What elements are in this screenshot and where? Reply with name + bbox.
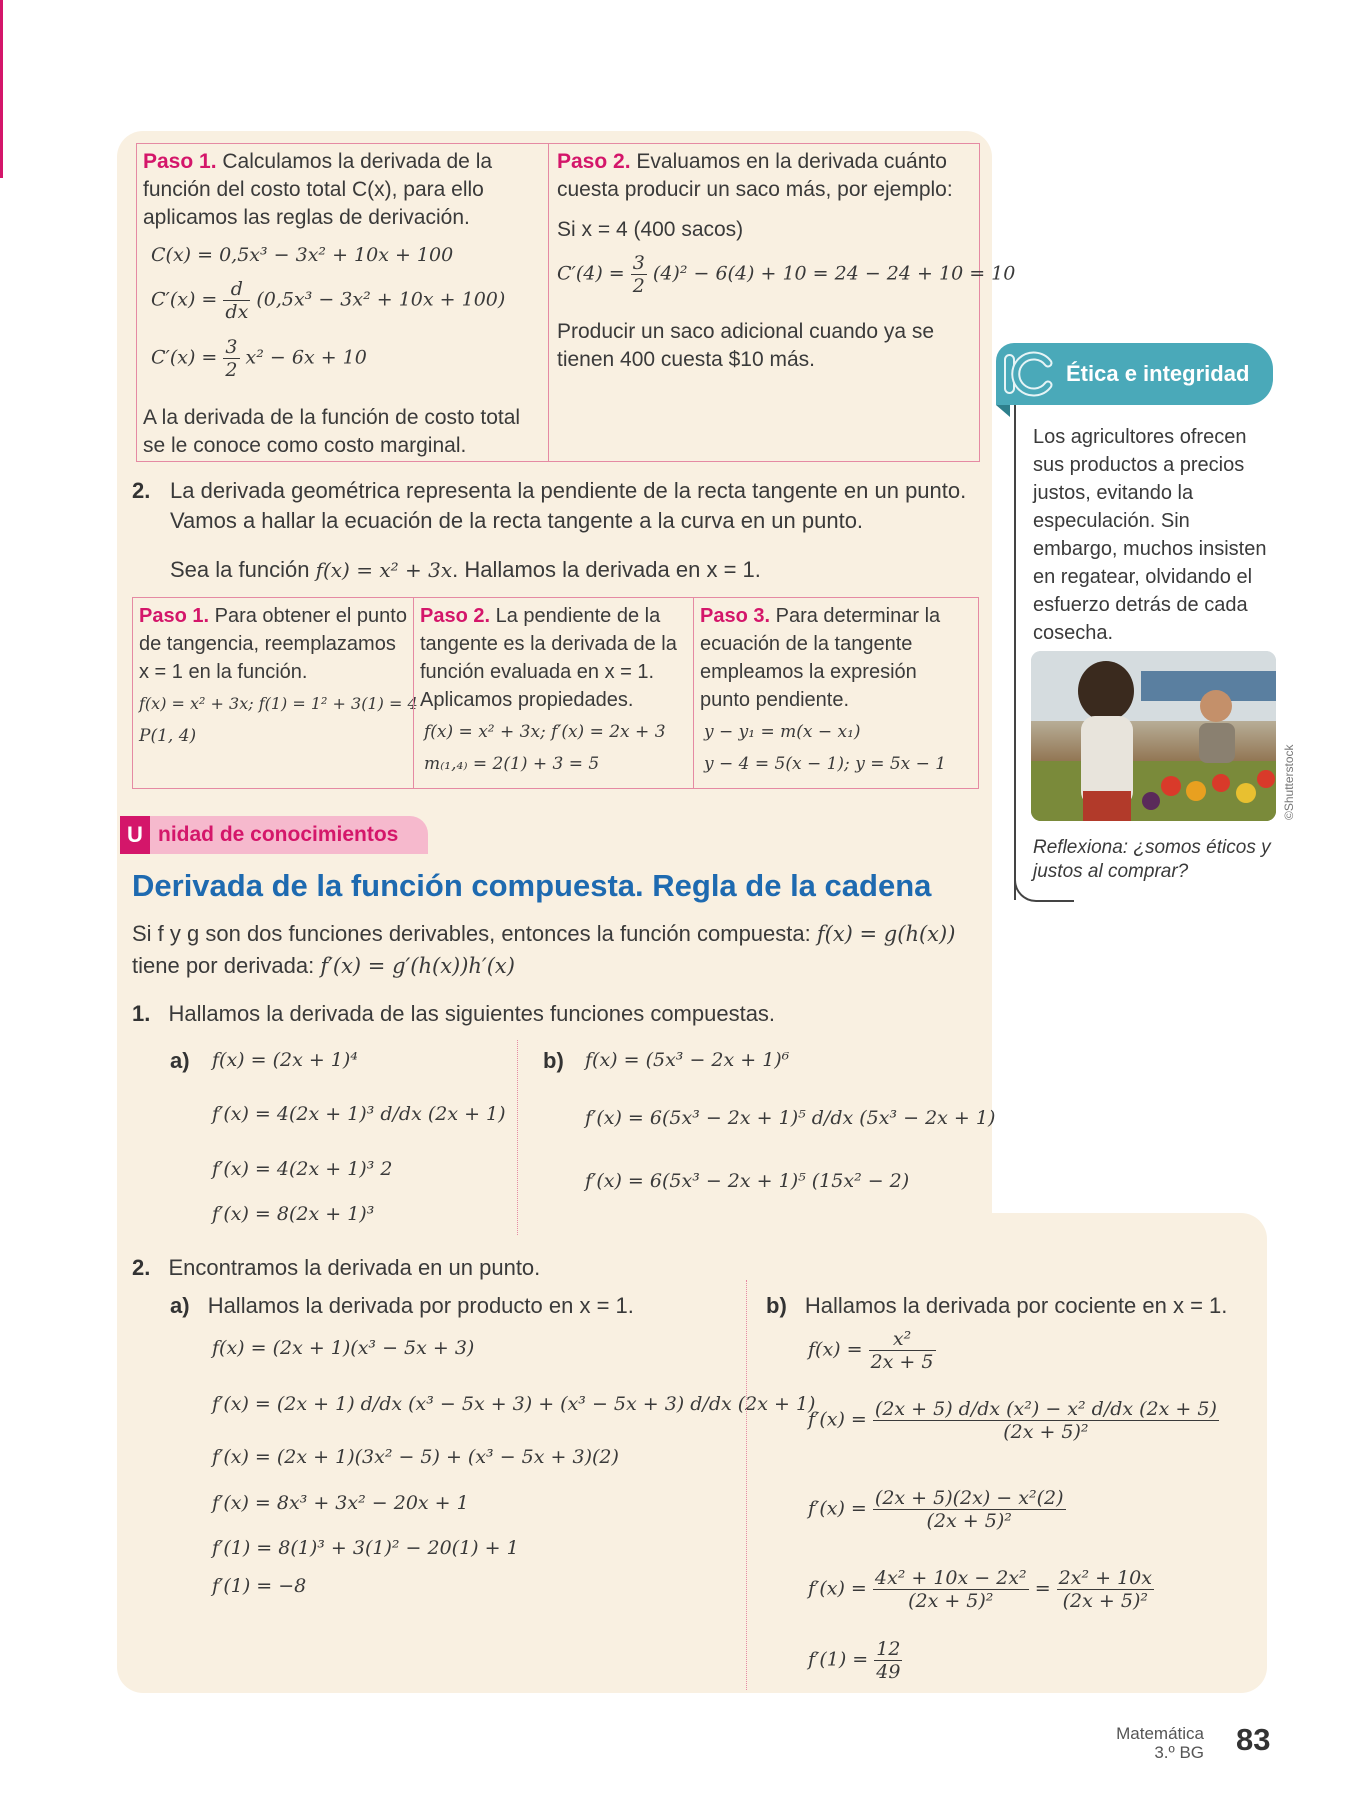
ex2a-line: f′(x) = 8x³ + 3x² − 20x + 1 (212, 1492, 469, 1514)
ex1a-line: f′(x) = 4(2x + 1)³ 2 (212, 1158, 393, 1180)
ex2b-result: f′(1) = $\frac{12}{49}$ (808, 1638, 901, 1683)
ex2a-line: f(x) = (2x + 1)(x³ − 5x + 3) (212, 1337, 475, 1359)
ex2b-line1: f(x) = $\frac{\text{x²}}{2x + 5}$ (808, 1328, 934, 1373)
tangent-steps-box (132, 597, 979, 789)
exercise2-b-heading: b) Hallamos la derivada por cociente en x = 1. (766, 1293, 1228, 1318)
step1-eq1: C(x) = 0,5x³ − 3x² + 10x + 100 (151, 244, 454, 266)
marginal-cost-note: A la derivada de la función de costo total se le conoce como costo marginal. (143, 406, 521, 457)
column-divider (517, 1040, 518, 1235)
item2-function-line: Sea la función f(x) = x² + 3x. Hallamos la derivada en x = 1. (170, 557, 761, 582)
etica-text: Los agricultores ofrecen sus productos a precios justos, evitando la especulación. Sin embargo, muchos insisten en regatear, olvidando el esfuerzo detrás de cada cosecha. (1033, 426, 1267, 644)
ic-logo-icon (1002, 349, 1054, 399)
ex1b-line: f(x) = (5x³ − 2x + 1)⁶ (585, 1049, 790, 1071)
marginal-cost-box (136, 143, 1016, 462)
ex1a-line: f(x) = (2x + 1)⁴ (212, 1049, 358, 1071)
tangent-step2-eq1: f(x) = x² + 3x; f′(x) = 2x + 3 (424, 722, 666, 742)
step2-eq: C′(4) = $\frac{3}{2}$ (4)² − 6(4) + 10 = 24 − 24 + 10 = 10 (557, 252, 1016, 297)
chain-rule-definition-line1: Si f y g son dos funciones derivables, entonces la función compuesta: f(x) = g(h(x)) (132, 921, 956, 946)
chain-rule-definition-line2: tiene por derivada: f′(x) = g′(h(x))h′(x) (132, 953, 515, 978)
ex1a-line: f′(x) = 8(2x + 1)³ (212, 1203, 375, 1225)
step1-label: Paso 1. (143, 150, 217, 173)
tangent-point: P(1, 4) (139, 726, 197, 746)
exercise1-b-label: b) (543, 1048, 564, 1073)
ex2a-line: f′(x) = (2x + 1)(3x² − 5) + (x³ − 5x + 3)(2) (212, 1446, 619, 1468)
etica-reflection: Reflexiona: ¿somos éticos y justos al comprar? (1033, 837, 1271, 882)
tangent-step3-cell: Paso 3. Para determinar la ecuación de la tangente empleamos la expresión punto pendiente. y − y₁ = m(x − x₁) y − 4 = 5(x − 1); y = 5x − 1 (693, 598, 978, 788)
exercise2-heading: 2. Encontramos la derivada en un punto. (132, 1255, 541, 1280)
exercise1-heading: 1. Hallamos la derivada de las siguientes funciones compuestas. (132, 1001, 776, 1026)
footer-subject: Matemática 3.º BG (1116, 1724, 1204, 1762)
unidad-letter: U (120, 816, 150, 854)
etica-title: Ética e integridad (1066, 361, 1250, 386)
step2-label: Paso 2. (557, 150, 631, 173)
ex2b-line2: f′(x) = $\frac{\text{(2x + 5) d/dx (x²) − x² d/dx (2x + 5)}}{\text{(2x + 5)²}}$ (808, 1398, 1217, 1443)
unidad-conocimientos-banner (120, 816, 428, 854)
item2-intro: 2. La derivada geométrica representa la pendiente de la recta tangente en un punto. Vamos a hallar la ecuación de la recta tangente a la curva en un punto. (132, 478, 967, 533)
etica-header (996, 343, 1273, 405)
column-divider (746, 1280, 747, 1690)
tangent-step1-eq1: f(x) = x² + 3x; f(1) = 1² + 3(1) = 4 (139, 694, 418, 713)
page-number: 83 (1236, 1722, 1271, 1757)
tangent-slope: m₍₁,₄₎ = 2(1) + 3 = 5 (424, 754, 600, 774)
tangent-line-equation: y − 4 = 5(x − 1); y = 5x − 1 (704, 754, 947, 774)
tangent-step1-cell: Paso 1. Para obtener el punto de tangencia, reemplazamos x = 1 en la función. f(x) = x² + 3x; f(1) = 1² + 3(1) = 4 P(1, 4) (139, 605, 418, 746)
page-edge-marker (0, 0, 3, 178)
etica-side-rule (1014, 405, 1016, 900)
ex2b-line4: f′(x) = $\frac{\text{4x² + 10x − 2x²}}{\text{(2x + 5)²}}$ = $\frac{\text{2x² + 10x}}{\text{(2x + 5)²}}$ (808, 1567, 1152, 1612)
ex2a-line: f′(1) = 8(1)³ + 3(1)² − 20(1) + 1 (212, 1537, 519, 1559)
ex1b-line: f′(x) = 6(5x³ − 2x + 1)⁵ (15x² − 2) (585, 1170, 910, 1192)
ex2a-line: f′(x) = (2x + 1) d/dx (x³ − 5x + 3) + (x³ − 5x + 3) d/dx (2x + 1) (212, 1393, 816, 1415)
step1-eq2: C′(x) = $\frac{d}{dx}$ (0,5x³ − 3x² + 10x + 100) (151, 278, 506, 323)
exercise1-a-label: a) (170, 1048, 190, 1073)
step2-cell (548, 144, 1016, 461)
section-title: Derivada de la función compuesta. Regla de la cadena (132, 868, 932, 903)
exercise2-a-heading: a) Hallamos la derivada por producto en x = 1. (170, 1293, 634, 1318)
tangent-step2-cell: Paso 2. La pendiente de la tangente es la derivada de la función evaluada en x = 1. Aplicamos propiedades. f(x) = x² + 3x; f′(x) = 2x + 3 m₍₁,₄₎ = 2(1) + 3 = 5 (413, 598, 694, 788)
step2-conclusion: Producir un saco adicional cuando ya se tienen 400 cuesta $10 más. (557, 320, 935, 371)
unidad-label: nidad de conocimientos (158, 823, 399, 846)
market-photo (1031, 651, 1276, 821)
tangent-step3-eq1: y − y₁ = m(x − x₁) (704, 722, 861, 742)
photo-credit: ©Shutterstock (1282, 744, 1296, 820)
step1-eq3: C′(x) = $\frac{3}{2}$ x² − 6x + 10 (151, 336, 367, 381)
ex2b-line3: f′(x) = $\frac{\text{(2x + 5)(2x) − x²(2)}}{\text{(2x + 5)²}}$ (808, 1487, 1064, 1532)
step2-condition: Si x = 4 (400 sacos) (557, 218, 744, 241)
step2-text: Evaluamos en la derivada cuánto cuesta producir un saco más, por ejemplo: (557, 150, 953, 201)
ex1b-line: f′(x) = 6(5x³ − 2x + 1)⁵ d/dx (5x³ − 2x + 1) (585, 1107, 996, 1129)
step1-text: Calculamos la derivada de la función del costo total C(x), para ello aplicamos las reglas de derivación. (143, 150, 493, 229)
ex2a-result: f′(1) = −8 (212, 1575, 307, 1597)
ex1a-line: f′(x) = 4(2x + 1)³ d/dx (2x + 1) (212, 1103, 506, 1125)
step1-cell (137, 144, 548, 461)
